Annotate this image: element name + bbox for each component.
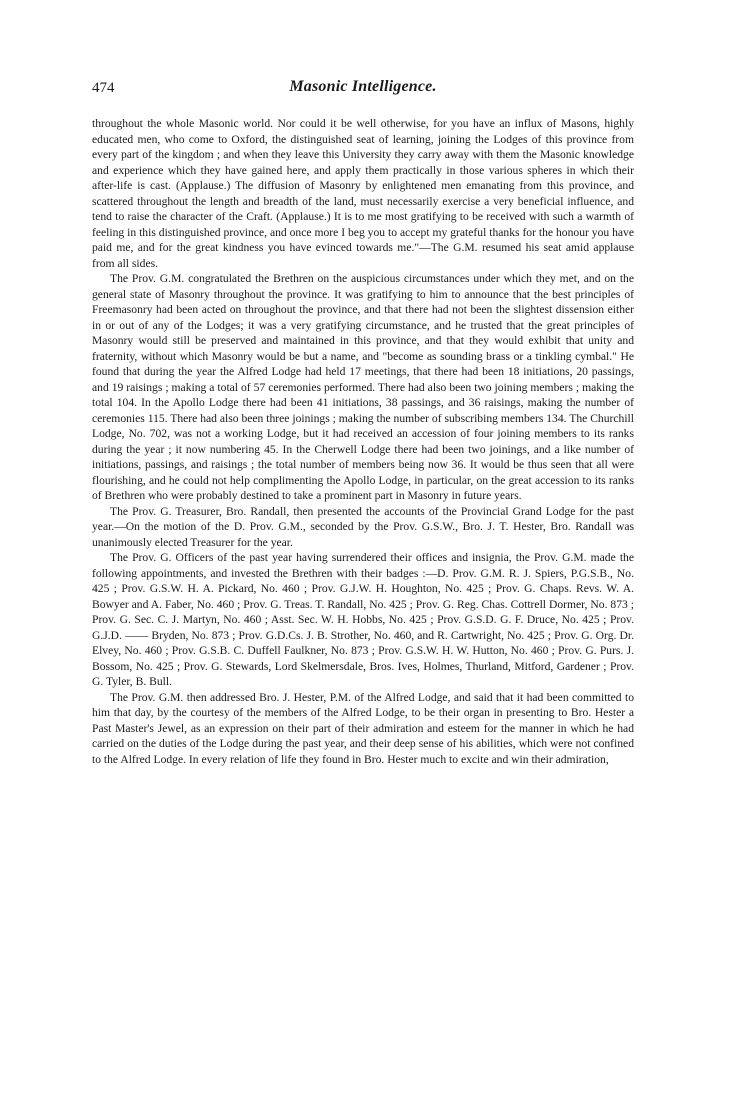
- paragraph-4: The Prov. G. Officers of the past year having surrendered their offices and insignia, the Prov. G.M. made the following appointments, and invested the Brethren with their badges :—D. Prov. G.M. R. J. Spiers, P.G.S.B., No. 425 ; Prov. G.S.W. H. A. Pickard, No. 460 ; Prov. G.J.W. H. Houghton, No. 425 ; Prov. G. Chaps. Revs. W. A. Bowyer and A. Faber, No. 460 ; Prov. G. Treas. T. Randall, No. 425 ; Prov. G. Reg. Chas. Cottrell Dormer, No. 873 ; Prov. G. Sec. C. J. Martyn, No. 460 ; Asst. Sec. W. H. Hobbs, No. 425 ; Prov. G.S.D. G. F. Druce, No. 425 ; Prov. G.J.D. —— Bryden, No. 873 ; Prov. G.D.Cs. J. B. Strother, No. 460, and R. Cartwright, No. 425 ; Prov. G. Org. Dr. Elvey, No. 460 ; Prov. G.S.B. C. Duffell Faulkner, No. 873 ; Prov. G.S.W. H. W. Hutton, No. 460 ; Prov. G. Purs. J. Bossom, No. 425 ; Prov. G. Stewards, Lord Skelmersdale, Bros. Ives, Holmes, Thurland, Mitford, Gardener ; Prov. G. Tyler, B. Bull.: [92, 551, 634, 688]
- paragraph-2: The Prov. G.M. congratulated the Brethren on the auspicious circumstances under which they met, and on the general state of Masonry throughout the province. It was gratifying to him to announce that the best principles of Freemasonry had been acted on throughout the province, and that there had not been the slightest dissension either in or out of any of the Lodges; it was a very gratifying circumstance, and he trusted that the great principles of Masonry would still be preserved and maintained in this province, and that they would exhibit that unity and fraternity, without which Masonry would be but a name, and "become as sounding brass or a tinkling cymbal." He found that during the year the Alfred Lodge had held 17 meetings, that there had been 18 initiations, 20 passings, and 19 raisings ; making a total of 57 ceremonies performed. There had also been two joining members ; making the total 104. In the Apollo Lodge there had been 41 initiations, 38 passings, and 36 raisings, making the number of ceremonies 115. There had also been three joinings ; making the number of subscribing members 134. The Churchill Lodge, No. 702, was not a working Lodge, but it had received an accession of four joining members to its ranks during the year ; it now numbering 45. In the Cherwell Lodge there had been two joinings, and a like number of initiations, passings, and raisings ; the total number of members being now 36. It would be thus seen that all were flourishing, and he could not help complimenting the Apollo Lodge, in particular, on the great accession to its ranks of Brethren who were probably destined to take a prominent part in Masonry in future years.: [92, 272, 634, 502]
- paragraph-5: The Prov. G.M. then addressed Bro. J. Hester, P.M. of the Alfred Lodge, and said that it had been committed to him that day, by the courtesy of the members of the Alfred Lodge, to be their organ in presenting to Bro. Hester a Past Master's Jewel, as an expression on their part of their admiration and esteem for the manner in which he had carried on the duties of the Lodge during the past year, and their deep sense of his abilities, which were not confined to the Alfred Lodge. In every relation of life they found in Bro. Hester much to excite and win their admiration,: [92, 690, 634, 766]
- article-body: [92, 116, 634, 767]
- paragraph-1: throughout the whole Masonic world. Nor could it be well otherwise, for you have an influx of Masons, highly educated men, who come to Oxford, the distinguished seat of learning, joining the Lodges of this province from every part of the kingdom ; and when they leave this University they carry away with them the Masonic knowledge and experience which they have gained here, and apply them practically in those various spheres in which their after-life is cast. (Applause.) The diffusion of Masonry by enlightened men emanating from this province, and scattered throughout the length and breadth of the land, must necessarily exercise a very beneficial influence, and tend to raise the character of the Craft. (Applause.) It is to me most gratifying to be received with such a warmth of feeling in this distinguished province, and once more I beg you to accept my grateful thanks for the honour you have paid me, and for the great kindness you have evinced towards me."—The G.M. resumed his seat amid applause from all sides.: [92, 117, 634, 270]
- page: [92, 76, 634, 767]
- page-number: 474: [92, 80, 115, 96]
- running-title: Masonic Intelligence.: [289, 78, 437, 95]
- paragraph-3: The Prov. G. Treasurer, Bro. Randall, then presented the accounts of the Provincial Grand Lodge for the past year.—On the motion of the D. Prov. G.M., seconded by the Prov. G.S.W., Bro. J. T. Hester, Bro. Randall was unanimously elected Treasurer for the year.: [92, 504, 634, 549]
- running-head: [92, 76, 634, 106]
